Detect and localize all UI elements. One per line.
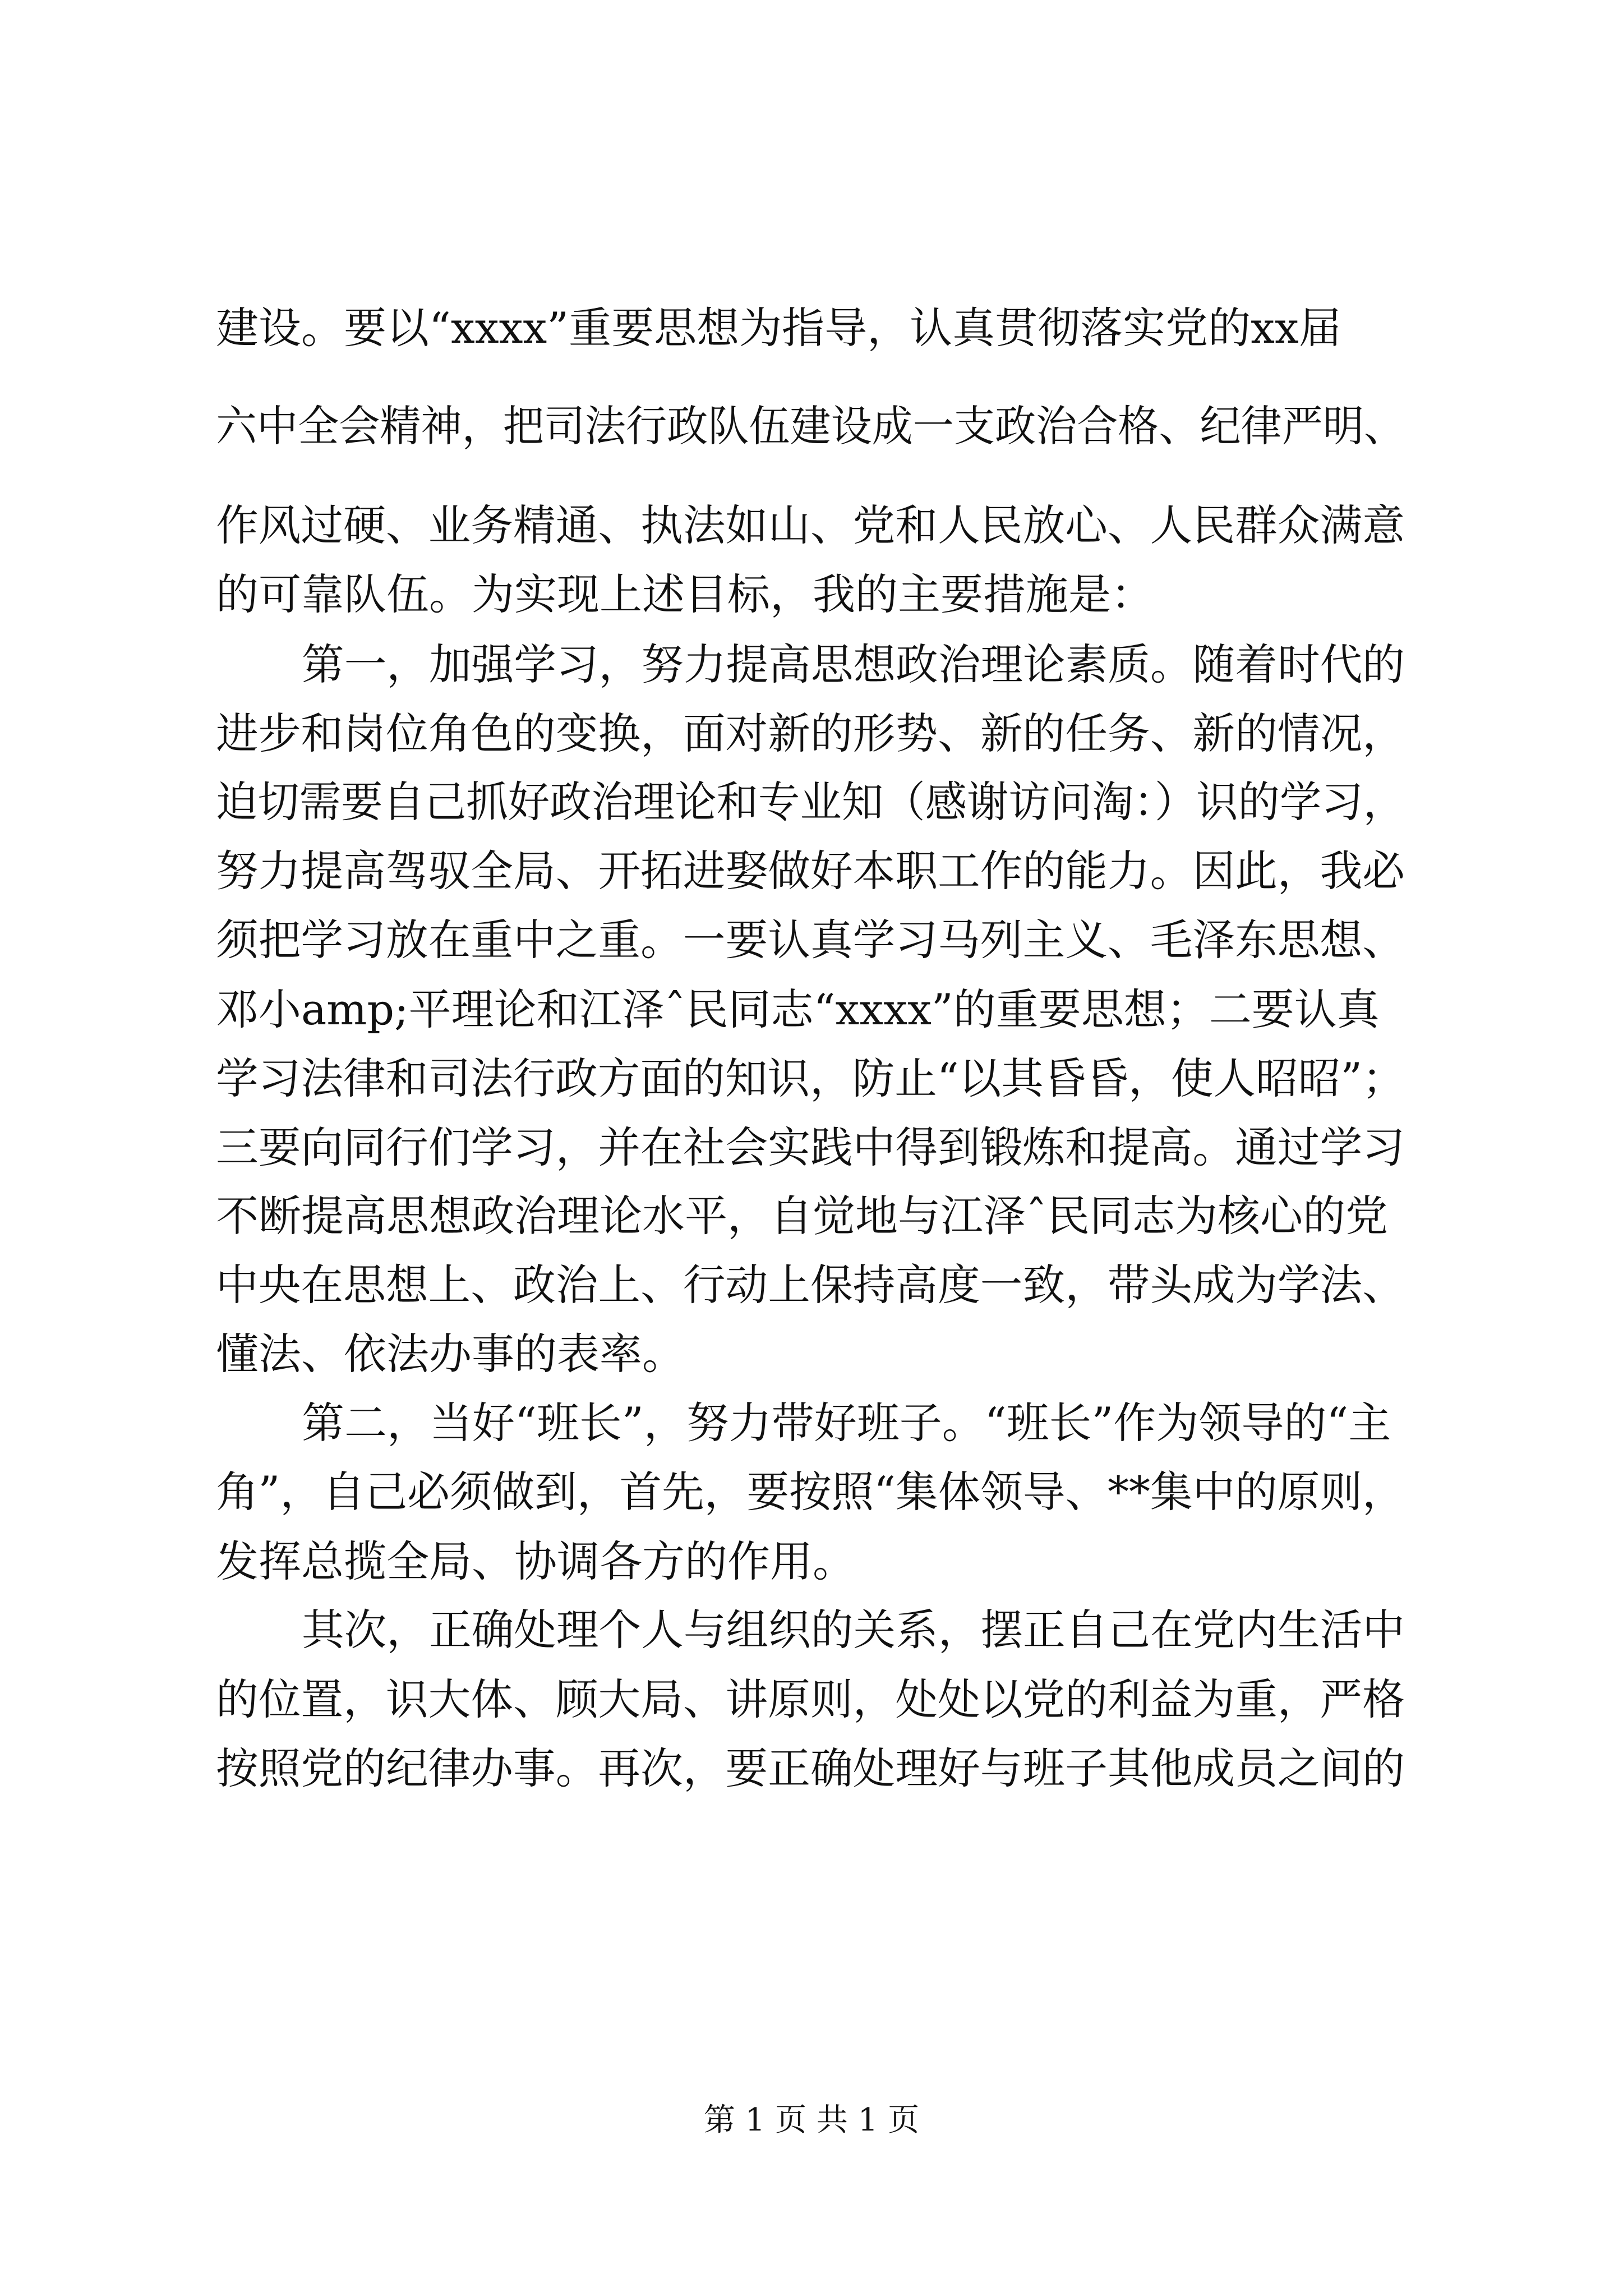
text-line-content: 努力提高驾驭全局、开拓进娶做好本职工作的能力。因此，我必 [216, 846, 1405, 896]
text-line-content: 邓小amp;平理论和江泽ˆ民同志“xxxx”的重要思想；二要认真 [216, 984, 1380, 1034]
text-line-content: 须把学习放在重中之重。一要认真学习马列主义、毛泽东思想、 [216, 915, 1405, 965]
text-line-content: 第一，加强学习，努力提高思想政治理论素质。随着时代的 [302, 639, 1405, 689]
text-line-content: 其次，正确处理个人与组织的关系，摆正自己在党内生活中 [302, 1605, 1405, 1655]
page-footer [0, 2098, 1623, 2143]
text-line-content: 按照党的纪律办事。再次，要正确处理好与班子其他成员之间的 [216, 1743, 1405, 1793]
text-line-content: 的可靠队伍。为实现上述目标，我的主要措施是： [216, 569, 1154, 619]
text-line-content: 学习法律和司法行政方面的知识，防止“以其昏昏，使人昭昭”； [216, 1053, 1405, 1103]
text-line-content: 进步和岗位角色的变换，面对新的形势、新的任务、新的情况， [216, 708, 1405, 758]
page-number-label: 第 1 页 共 1 页 [703, 2102, 920, 2138]
text-line-content: 建设。要以“xxxx”重要思想为指导，认真贯彻落实党的xx届 [216, 303, 1341, 353]
text-line-content: 角”，自己必须做到，首先，要按照“集体领导、**集中的原则， [216, 1467, 1405, 1517]
text-line-content: 作风过硬、业务精通、执法如山、党和人民放心、人民群众满意 [216, 500, 1405, 550]
text-line-content: 发挥总揽全局、协调各方的作用。 [216, 1536, 855, 1586]
text-line-content: 第二，当好“班长”，努力带好班子。“班长”作为领导的“主 [302, 1398, 1391, 1448]
text-line-content: 六中全会精神，把司法行政队伍建设成一支政治合格、纪律严明、 [216, 401, 1405, 451]
text-line-content: 的位置，识大体、顾大局、讲原则，处处以党的利益为重，严格 [216, 1674, 1405, 1724]
text-line-content: 不断提高思想政治理论水平，自觉地与江泽ˆ民同志为核心的党 [216, 1191, 1388, 1241]
text-line-content: 三要向同行们学习，并在社会实践中得到锻炼和提高。通过学习 [216, 1122, 1405, 1172]
text-line-content: 迫切需要自己抓好政治理论和专业知（感谢访问淘：）识的学习， [216, 777, 1405, 827]
text-line-content: 中央在思想上、政治上、行动上保持高度一致，带头成为学法、 [216, 1260, 1405, 1310]
text-line-content: 懂法、依法办事的表率。 [216, 1329, 685, 1379]
